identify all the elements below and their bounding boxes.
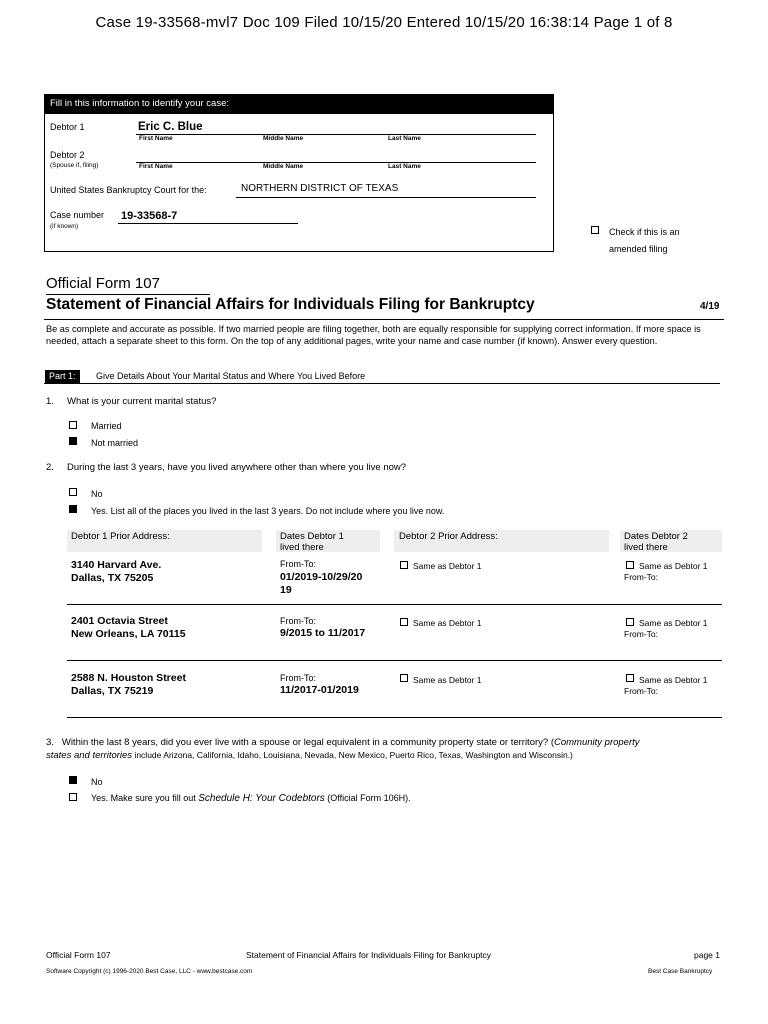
row1-rule: [67, 604, 722, 605]
debtor2-dates-header-line2: lived there: [624, 542, 668, 553]
court-label: United States Bankruptcy Court for the:: [50, 185, 207, 195]
debtor2-prior-address-header: Debtor 2 Prior Address:: [399, 531, 498, 542]
q3-yes-schedule-h: Schedule H: Your Codebtors: [198, 793, 325, 804]
row1-dates[interactable]: [280, 571, 362, 597]
amended-filing-line2: amended filing: [609, 244, 668, 254]
court-value[interactable]: NORTHERN DISTRICT OF TEXAS: [241, 183, 399, 194]
footer-copyright: Software Copyright (c) 1996-2020 Best Case, LLC - www.bestcase.com: [46, 968, 253, 975]
debtor2-middle-name-caption: Middle Name: [263, 163, 304, 170]
debtor1-name-line: [136, 134, 536, 135]
debtor1-prior-address-header: Debtor 1 Prior Address:: [71, 531, 170, 542]
q1-text: What is your current marital status?: [67, 396, 217, 407]
footer-page-number: page 1: [694, 950, 720, 960]
row3-rule: [67, 717, 722, 718]
row2-debtor2-dates-same-checkbox[interactable]: [626, 618, 634, 626]
debtor1-label: Debtor 1: [50, 122, 85, 132]
case-number-line: [118, 223, 298, 224]
form-number: Official Form 107: [46, 275, 160, 292]
footer-form-title: Statement of Financial Affairs for Individuals Filing for Bankruptcy: [246, 950, 492, 960]
debtor1-middle-name-caption: Middle Name: [263, 135, 304, 142]
q1-married-label: Married: [91, 421, 122, 431]
row3-debtor2-from-to-label: From-To:: [624, 686, 658, 696]
footer-brand: Best Case Bankruptcy: [648, 968, 713, 975]
row1-street: 3140 Harvard Ave.: [71, 559, 162, 571]
debtor1-name[interactable]: Eric C. Blue: [138, 121, 203, 133]
case-number-label: Case number: [50, 210, 105, 220]
case-info-box: [44, 94, 554, 252]
row3-dates-line1: 11/2017-01/2019: [280, 684, 359, 696]
amended-filing-checkbox[interactable]: [591, 226, 599, 234]
amended-filing-label: [609, 224, 680, 258]
q3-no-label: No: [91, 777, 103, 787]
row1-debtor2-dates-same-checkbox[interactable]: [626, 561, 634, 569]
q2-no-label: No: [91, 489, 103, 499]
row3-debtor2-same-checkbox[interactable]: [400, 674, 408, 682]
row1-dates-line2: 19: [280, 584, 292, 596]
part1-tag: Part 1:: [45, 370, 80, 383]
row1-city: Dallas, TX 75205: [71, 572, 154, 584]
form-number-underline: [46, 294, 210, 295]
debtor1-dates-header-line1: Dates Debtor 1: [280, 531, 344, 542]
part1-rule: [44, 383, 720, 384]
debtor2-name-line[interactable]: [136, 162, 536, 163]
q2-yes-checkbox[interactable]: [69, 505, 77, 513]
row2-from-to-label: From-To:: [280, 616, 316, 626]
q3-text-c: states and territories: [46, 750, 133, 761]
q3-yes-label: [91, 793, 411, 804]
row2-debtor2-same-checkbox[interactable]: [400, 618, 408, 626]
q3-yes-text-a: Yes. Make sure you fill out: [91, 793, 199, 803]
q1-not-married-checkbox[interactable]: [69, 437, 77, 445]
debtor2-dates-header: [624, 531, 688, 553]
form-version: 4/19: [700, 301, 720, 312]
case-header: Case 19-33568-mvl7 Doc 109 Filed 10/15/20 Entered 10/15/20 16:38:14 Page 1 of 8: [95, 14, 673, 31]
q1-married-checkbox[interactable]: [69, 421, 77, 429]
q3-text-a: Within the last 8 years, did you ever live with a spouse or legal equivalent in a community property state or territory? (: [61, 737, 554, 748]
debtor2-sub-label: (Spouse if, filing): [50, 162, 99, 169]
row3-dates[interactable]: [280, 684, 359, 697]
row2-debtor2-from-to-label: From-To:: [624, 629, 658, 639]
q2-yes-label: Yes. List all of the places you lived in the last 3 years. Do not include where you live now.: [91, 506, 445, 516]
row3-street: 2588 N. Houston Street: [71, 672, 186, 684]
row1-debtor2-dates-same-label: Same as Debtor 1: [639, 561, 708, 571]
table-row-3-address[interactable]: [71, 672, 186, 698]
q1-number: 1.: [46, 396, 54, 407]
row3-debtor2-dates-same-checkbox[interactable]: [626, 674, 634, 682]
title-rule: [44, 319, 724, 320]
q1-not-married-label: Not married: [91, 438, 139, 448]
table-row-1-address[interactable]: [71, 559, 161, 585]
q2-text: During the last 3 years, have you lived anywhere other than where you live now?: [67, 462, 407, 473]
row2-street: 2401 Octavia Street: [71, 615, 168, 627]
row1-dates-line1: 01/2019-10/29/20: [280, 571, 363, 583]
debtor1-last-name-caption: Last Name: [388, 135, 421, 142]
debtor2-last-name-caption: Last Name: [388, 163, 421, 170]
q3-text: [46, 737, 726, 762]
row1-debtor2-same-checkbox[interactable]: [400, 561, 408, 569]
case-info-banner: Fill in this information to identify your case:: [44, 94, 554, 114]
debtor1-dates-header-line2: lived there: [280, 542, 324, 553]
table-row-2-address[interactable]: [71, 615, 186, 641]
row1-debtor2-from-to-label: From-To:: [624, 572, 658, 582]
row1-from-to-label: From-To:: [280, 559, 316, 569]
form-instructions: Be as complete and accurate as possible. If two married people are filing together, both are equally responsible for supplying correct information. If more space is needed, attach a separate sheet to this form. On the top of any additional pages, write your name and case number (if known). Answer every question.: [46, 324, 701, 346]
row2-debtor2-dates-same-label: Same as Debtor 1: [639, 618, 708, 628]
debtor2-label: Debtor 2: [50, 150, 85, 160]
q2-no-checkbox[interactable]: [69, 488, 77, 496]
row2-debtor2-same-label: Same as Debtor 1: [413, 618, 482, 628]
q3-text-d: include Arizona, California, Idaho, Louisiana, Nevada, New Mexico, Puerto Rico, Texas, Washington and Wisconsin.): [132, 750, 573, 760]
q3-yes-checkbox[interactable]: [69, 793, 77, 801]
case-number-sub-label: (if known): [50, 223, 79, 230]
row3-debtor2-same-label: Same as Debtor 1: [413, 675, 482, 685]
q3-text-b: Community property: [553, 737, 640, 748]
row2-rule: [67, 660, 722, 661]
row2-dates[interactable]: [280, 627, 365, 640]
case-number-value[interactable]: 19-33568-7: [121, 210, 178, 222]
row2-dates-line1: 9/2015 to 11/2017: [280, 627, 366, 639]
debtor1-dates-header: [280, 531, 344, 553]
debtor2-first-name-caption: First Name: [139, 163, 173, 170]
court-line: [236, 197, 536, 198]
row3-from-to-label: From-To:: [280, 673, 316, 683]
row3-city: Dallas, TX 75219: [71, 685, 154, 697]
q2-number: 2.: [46, 462, 54, 473]
q3-no-checkbox[interactable]: [69, 776, 77, 784]
q3-yes-text-c: (Official Form 106H).: [324, 793, 411, 803]
q3-number: 3.: [46, 737, 54, 748]
row2-city: New Orleans, LA 70115: [71, 628, 186, 640]
row1-debtor2-same-label: Same as Debtor 1: [413, 561, 482, 571]
amended-filing-line1: Check if this is an: [609, 227, 680, 237]
debtor2-dates-header-line1: Dates Debtor 2: [624, 531, 688, 542]
part1-title: Give Details About Your Marital Status and Where You Lived Before: [96, 371, 366, 381]
form-title: Statement of Financial Affairs for Individuals Filing for Bankruptcy: [46, 296, 535, 313]
debtor1-first-name-caption: First Name: [139, 135, 173, 142]
footer-form-number: Official Form 107: [46, 950, 111, 960]
row3-debtor2-dates-same-label: Same as Debtor 1: [639, 675, 708, 685]
